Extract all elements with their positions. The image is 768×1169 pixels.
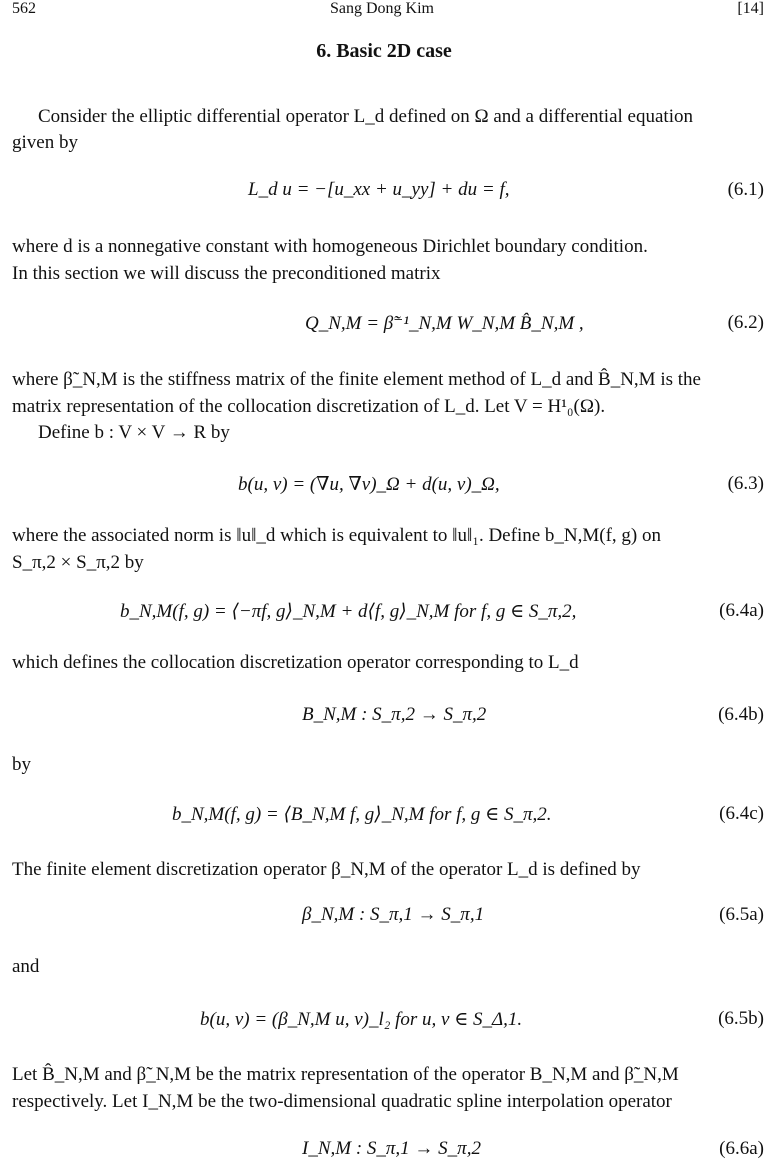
- equation-number: (6.4a): [719, 600, 764, 621]
- section-title: 6. Basic 2D case: [316, 40, 452, 62]
- equation-body: Q_N,M = β̃⁻¹_N,M W_N,M B̂_N,M ,: [305, 313, 584, 334]
- paragraph-line: where the associated norm is ‖u‖_d which is equivalent to ‖u‖₁. Define b_N,M(f, g) on: [12, 525, 662, 546]
- equation-number: (6.5a): [719, 904, 764, 925]
- equation-6-4c: [0, 803, 768, 833]
- running-author: Sang Dong Kim: [330, 0, 434, 17]
- equation-number: (6.3): [727, 473, 764, 494]
- equation-6-2: [0, 312, 768, 342]
- equation-body: b_N,M(f, g) = ⟨−πf, g⟩_N,M + d⟨f, g⟩_N,M for f, g ∈ S_π,2,: [120, 601, 577, 622]
- equation-number: (6.4c): [719, 803, 764, 824]
- equation-6-3: [0, 473, 768, 503]
- equation-number: (6.4b): [718, 704, 764, 725]
- equation-6-1: [0, 179, 768, 209]
- page-number: 562: [12, 0, 36, 17]
- paragraph-line: and: [12, 956, 40, 977]
- paragraph-line: S_π,2 × S_π,2 by: [12, 552, 144, 573]
- equation-6-4a: [0, 600, 768, 630]
- paragraph-line: Let B̂_N,M and β̃_N,M be the matrix representation of the operator B_N,M and β̃_N,M: [12, 1064, 679, 1085]
- section-reference: [14]: [737, 0, 764, 17]
- equation-body: L_d u = −[u_xx + u_yy] + du = f,: [248, 179, 510, 200]
- equation-body: b(u, v) = (∇u, ∇v)_Ω + d(u, v)_Ω,: [238, 474, 500, 495]
- equation-6-5b: [0, 1008, 768, 1038]
- equation-6-4b: [0, 704, 768, 734]
- paragraph-line: Define b : V × V → R by: [38, 422, 230, 443]
- equation-number: (6.1): [727, 179, 764, 200]
- paragraph-line: Consider the elliptic differential operator L_d defined on Ω and a differential equation: [38, 106, 693, 127]
- equation-body: β_N,M : S_π,1 → S_π,1: [302, 904, 485, 925]
- paragraph-line: which defines the collocation discretization operator corresponding to L_d: [12, 652, 579, 673]
- equation-body: I_N,M : S_π,1 → S_π,2: [302, 1138, 481, 1159]
- equation-body: B_N,M : S_π,2 → S_π,2: [302, 704, 487, 725]
- paragraph-line: given by: [12, 132, 78, 153]
- equation-body: b(u, v) = (β_N,M u, v)_l₂ for u, v ∈ S_Δ,1.: [200, 1009, 523, 1030]
- equation-number: (6.6a): [719, 1138, 764, 1159]
- equation-number: (6.2): [727, 312, 764, 333]
- paragraph-line: matrix representation of the collocation discretization of L_d. Let V = H¹₀(Ω).: [12, 396, 606, 417]
- paragraph-line: respectively. Let I_N,M be the two-dimensional quadratic spline interpolation operator: [12, 1091, 672, 1112]
- paragraph-line: where β̃_N,M is the stiffness matrix of the finite element method of L_d and B̂_N,M is the: [12, 369, 701, 390]
- paragraph-line: where d is a nonnegative constant with homogeneous Dirichlet boundary condition.: [12, 236, 648, 257]
- paragraph-line: In this section we will discuss the preconditioned matrix: [12, 263, 441, 284]
- equation-number: (6.5b): [718, 1008, 764, 1029]
- equation-6-6a: [0, 1138, 768, 1168]
- equation-6-5a: [0, 904, 768, 934]
- equation-body: b_N,M(f, g) = ⟨B_N,M f, g⟩_N,M for f, g ∈ S_π,2.: [172, 804, 552, 825]
- paragraph-line: The finite element discretization operator β_N,M of the operator L_d is defined by: [12, 859, 641, 880]
- paragraph-line: by: [12, 754, 31, 775]
